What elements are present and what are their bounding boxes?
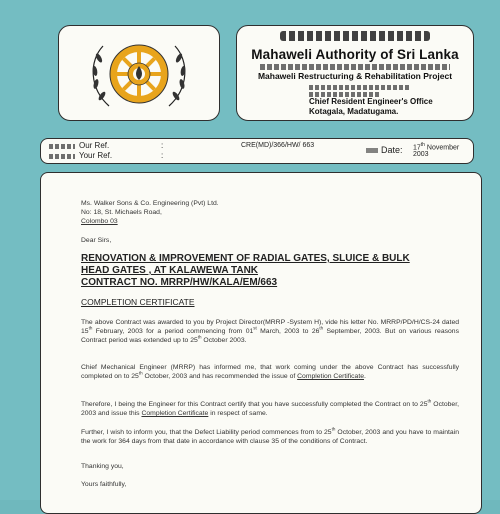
subject-line-2: HEAD GATES , AT KALAWEWA TANK [81,265,259,276]
date-value: 17th November 2003 [413,142,460,159]
office-name: Chief Resident Engineer's Office [309,97,433,106]
reference-row [40,138,474,164]
our-ref-colon: : [161,141,164,150]
your-ref-colon: : [161,151,164,160]
paragraph-2: Chief Mechanical Engineer (MRRP) has informed me, that work coming under the above Contract has successfully completed on to 25th October, 2003 and has recommended the issue of Completion Certificate. [81,364,459,380]
letter-body [40,172,482,514]
paragraph-1: The above Contract was awarded to you by Project Director(MRRP -System H), vide his letter No. MRRP/PD/H/CS-24 dated 15th February, 2003 for a period commencing from 01st March, 2003 to 26th September, 2003. But on various reasons Contract period was extended up to 25th October 2003. [81,319,459,344]
sinhala-title-glyphs [280,31,430,41]
address-line-1: No: 18, St. Michaels Road, [81,209,162,216]
sinhala-ref-glyphs [49,144,75,149]
date-label: Date: [381,145,403,155]
subject-block [81,253,451,289]
sinhala-ref-glyphs-2 [49,154,75,159]
address-line-2: Colombo 03 [81,218,118,225]
addressee: Ms. Walker Sons & Co. Engineering (Pvt) Ltd. [81,200,219,207]
title-panel [236,25,474,121]
paragraph-4: Further, I wish to inform you, that the Defect Liability period commences from to 25th October, 2003 and you have to maintain the work for 364 days from that date in accordance with clause 35 of the conditions of Contract. [81,426,459,445]
thanks-line: Thanking you, [81,463,124,470]
office-location: Kotagala, Madatugama. [309,107,399,116]
closing-line: Yours faithfully, [81,481,127,488]
subject-line-3: CONTRACT NO. MRRP/HW/KALA/EM/663 [81,277,278,288]
wheel-emblem-icon [59,26,219,120]
subject-line-1: RENOVATION & IMPROVEMENT OF RADIAL GATES, SLUICE & BULK [81,253,410,264]
authority-title: Mahaweli Authority of Sri Lanka [251,47,459,62]
address-block [81,199,219,226]
sinhala-office-glyphs [309,85,409,90]
salutation: Dear Sirs, [81,237,112,244]
sinhala-office-glyphs-2 [309,92,379,97]
sinhala-project-glyphs [260,64,450,70]
your-ref-label: Your Ref. [79,151,113,160]
completion-heading: COMPLETION CERTIFICATE [81,297,195,307]
paragraph-3: Therefore, I being the Engineer for this Contract certify that you have successfully completed the Contract on to 25th October, 2003 and issue this Completion Certificate in respect of same. [81,398,459,417]
logo-panel [58,25,220,121]
our-ref-label: Our Ref. [79,141,110,150]
sinhala-date-glyphs [366,148,378,153]
our-ref-value: CRE(MD)/366/HW/ 663 [241,142,315,149]
project-title: Mahaweli Restructuring & Rehabilitation Project [257,71,453,81]
